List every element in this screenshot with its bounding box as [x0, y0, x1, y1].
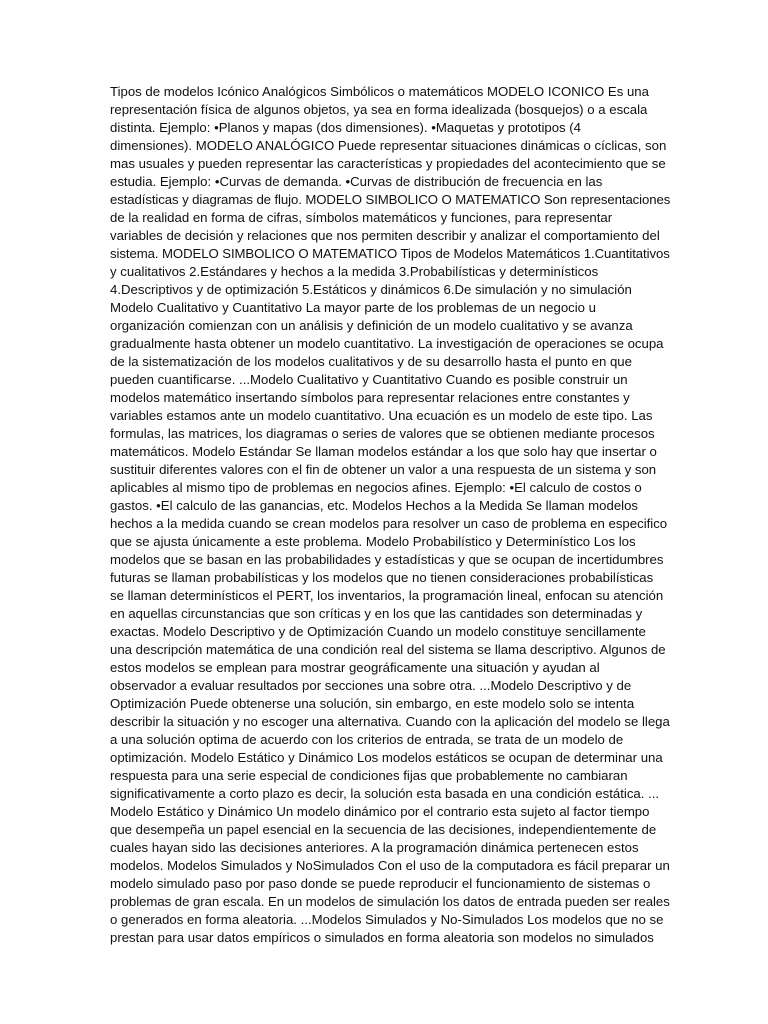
text-line: variables de decisión y relaciones que nos permiten describir y analizar el comportamiento del	[110, 228, 660, 243]
text-line: hechos a la medida cuando se crean modelos para resolver un caso de problema en especifico	[110, 516, 668, 531]
text-line: Modelo Estático y Dinámico Un modelo dinámico por el contrario esta sujeto al factor tiempo	[110, 804, 650, 819]
text-line: se llaman determinísticos el PERT, los inventarios, la programación lineal, enfocan su atención	[110, 588, 664, 603]
text-line: Modelo Cualitativo y Cuantitativo La mayor parte de los problemas de un negocio u	[110, 300, 597, 315]
text-line: prestan para usar datos empíricos o simulados en forma aleatoria son modelos no simulados	[110, 930, 654, 945]
text-line: a una solución optima de acuerdo con los criterios de entrada, se trata de un modelo de	[110, 732, 624, 747]
text-line: modelos que se basan en las probabilidades y estadísticas y que se ocupan de incertidumbres	[110, 552, 664, 567]
text-line: y cualitativos 2.Estándares y hechos a la medida 3.Probabilísticas y determinísticos	[110, 264, 599, 279]
text-line: exactas. Modelo Descriptivo y de Optimización Cuando un modelo constituye sencillamente	[110, 624, 646, 639]
text-line: significativamente a corto plazo es decir, la solución esta basada en una condición estática. ...	[110, 786, 660, 801]
text-line: problemas de gran escala. En un modelos de simulación los datos de entrada pueden ser reales	[110, 894, 670, 909]
text-line: estudia. Ejemplo: •Curvas de demanda. •Curvas de distribución de frecuencia en las	[110, 174, 603, 189]
text-line: gradualmente hasta obtener un modelo cuantitativo. La investigación de operaciones se ocupa	[110, 336, 664, 351]
text-line: futuras se llaman probabilísticas y los modelos que no tienen consideraciones probabilísticas	[110, 570, 654, 585]
text-line: respuesta para una serie especial de condiciones fijas que probablemente no cambiaran	[110, 768, 628, 783]
text-line: estadísticas y diagramas de flujo. MODELO SIMBOLICO O MATEMATICO Son representaciones	[110, 192, 671, 207]
text-line: distinta. Ejemplo: •Planos y mapas (dos dimensiones). •Maquetas y prototipos (4	[110, 120, 582, 135]
text-line: organización comienzan con un análisis y definición de un modelo cualitativo y se avanza	[110, 318, 633, 333]
text-line: pueden cuantificarse. ...Modelo Cualitativo y Cuantitativo Cuando es posible construir un	[110, 372, 628, 387]
document-body-text	[110, 83, 670, 947]
text-line: matemáticos. Modelo Estándar Se llaman modelos estándar a los que solo hay que insertar o	[110, 444, 657, 459]
text-line: aplicables al mismo tipo de problemas en negocios afines. Ejemplo: •El calculo de costos o	[110, 480, 642, 495]
text-line: que desempeña un papel esencial en la secuencia de las decisiones, independientemente de	[110, 822, 657, 837]
text-line: de la sistematización de los modelos cualitativos y de su desarrollo hasta el punto en que	[110, 354, 632, 369]
text-line: sustituir diferentes valores con el fin de obtener un valor a una respuesta de un sistema y son	[110, 462, 657, 477]
text-line: modelos. Modelos Simulados y NoSimulados Con el uso de la computadora es fácil preparar un	[110, 858, 670, 873]
text-line: una descripción matemática de una condición real del sistema se llama descriptivo. Algunos de	[110, 642, 666, 657]
text-line: optimización. Modelo Estático y Dinámico Los modelos estáticos se ocupan de determinar una	[110, 750, 663, 765]
text-line: modelo simulado paso por paso donde se puede reproducir el funcionamiento de sistemas o	[110, 876, 651, 891]
text-line: o generados en forma aleatoria. ...Modelos Simulados y No-Simulados Los modelos que no se	[110, 912, 664, 927]
text-line: en aquellas circunstancias que son críticas y en los que las cantidades son determinadas y	[110, 606, 643, 621]
text-line: representación física de algunos objetos, ya sea en forma idealizada (bosquejos) o a escala	[110, 102, 648, 117]
text-line: dimensiones). MODELO ANALÓGICO Puede representar situaciones dinámicas o cíclicas, son	[110, 138, 667, 153]
text-line: describir la situación y no escoger una alternativa. Cuando con la aplicación del modelo se llega	[110, 714, 670, 729]
text-line: cuales hayan sido las decisiones anteriores. A la programación dinámica pertenecen estos	[110, 840, 639, 855]
text-line: 4.Descriptivos y de optimización 5.Estáticos y dinámicos 6.De simulación y no simulación	[110, 282, 632, 297]
text-line: que se ajusta únicamente a este problema. Modelo Probabilístico y Determinístico Los los	[110, 534, 636, 549]
text-line: variables estamos ante un modelo cuantitativo. Una ecuación es un modelo de este tipo. Las	[110, 408, 653, 423]
text-line: modelos matemático insertando símbolos para representar relaciones entre constantes y	[110, 390, 630, 405]
text-line: estos modelos se emplean para mostrar geográficamente una situación y ayudan al	[110, 660, 600, 675]
text-line: sistema. MODELO SIMBOLICO O MATEMATICO Tipos de Modelos Matemáticos 1.Cuantitativos	[110, 246, 670, 261]
text-line: gastos. •El calculo de las ganancias, etc. Modelos Hechos a la Medida Se llaman modelos	[110, 498, 639, 513]
text-line: Optimización Puede obtenerse una solución, sin embargo, en este modelo solo se intenta	[110, 696, 635, 711]
text-line: Tipos de modelos Icónico Analógicos Simbólicos o matemáticos MODELO ICONICO Es una	[110, 84, 649, 99]
text-line: observador a evaluar resultados por secciones una sobre otra. ...Modelo Descriptivo y de	[110, 678, 632, 693]
text-line: formulas, las matrices, los diagramas o series de valores que se obtienen mediante procesos	[110, 426, 655, 441]
text-line: mas usuales y pueden representar las características y propiedades del acontecimiento que se	[110, 156, 666, 171]
text-line: de la realidad en forma de cifras, símbolos matemáticos y funciones, para representar	[110, 210, 613, 225]
